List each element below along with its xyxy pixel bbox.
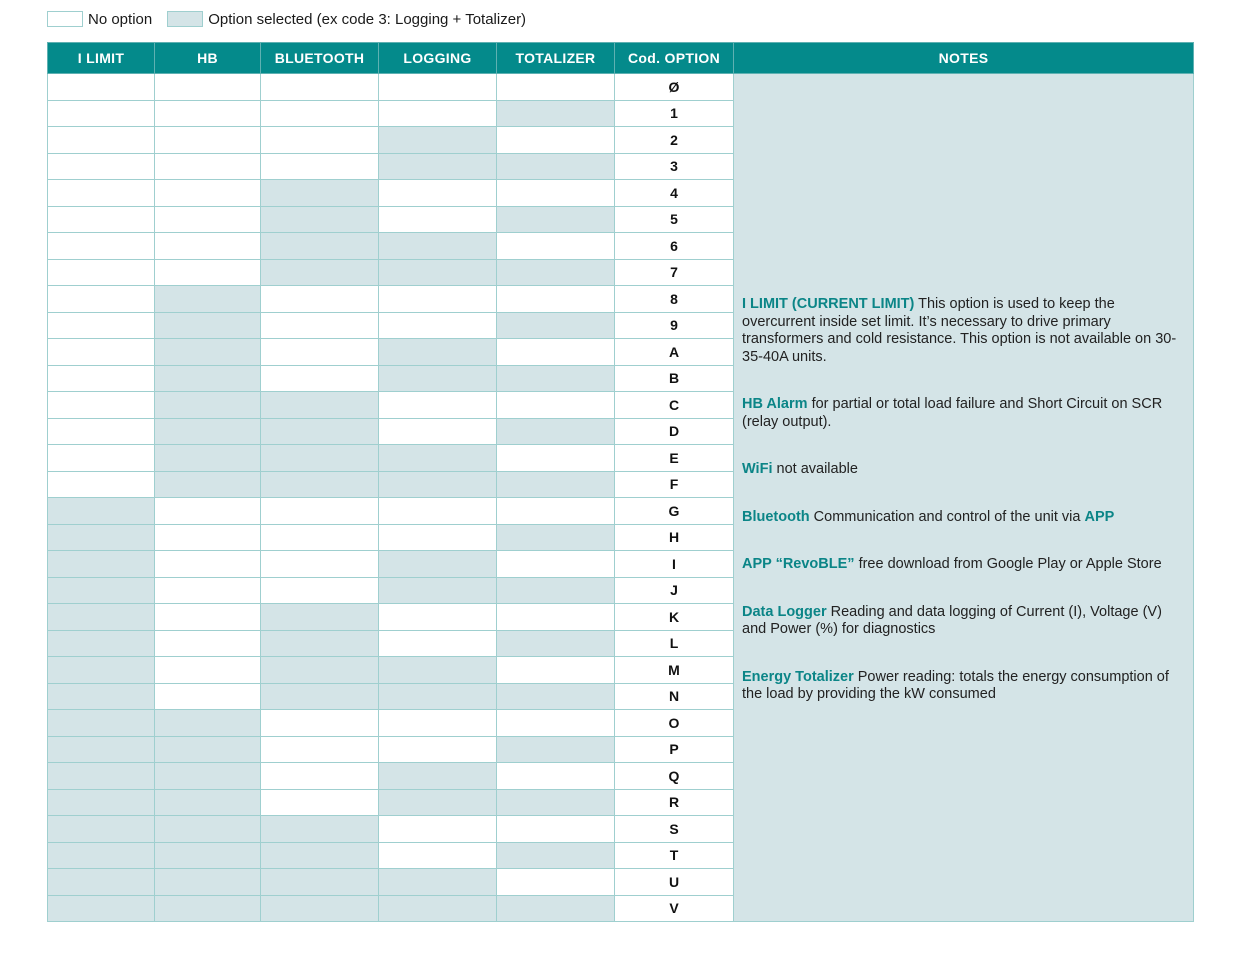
cell-i-limit-selected [48,630,155,657]
cell-totalizer-selected [497,683,615,710]
cell-i-limit-empty [48,445,155,472]
cell-totalizer-selected [497,789,615,816]
cell-hb-selected [155,286,261,313]
cell-bluetooth-selected [261,816,379,843]
cell-i-limit-selected [48,710,155,737]
cell-hb-empty [155,259,261,286]
cell-logging-selected [379,577,497,604]
cell-bluetooth-empty [261,339,379,366]
note-text: Power reading: totals the energy consumption of the load by providing the kW consumed [742,668,1173,702]
option-code-cell: F [615,471,734,498]
cell-logging-empty [379,206,497,233]
cell-hb-empty [155,630,261,657]
cell-bluetooth-empty [261,153,379,180]
cell-bluetooth-empty [261,286,379,313]
col-header-logging: LOGGING [379,43,497,74]
cell-bluetooth-empty [261,524,379,551]
cell-i-limit-empty [48,286,155,313]
note-text: Reading and data logging of Current (I), Voltage (V) and Power (%) for diagnostics [742,603,1166,637]
cell-hb-empty [155,233,261,260]
cell-logging-selected [379,127,497,154]
cell-hb-selected [155,445,261,472]
option-code-cell: 8 [615,286,734,313]
cell-hb-empty [155,604,261,631]
cell-totalizer-empty [497,816,615,843]
option-code-cell: Q [615,763,734,790]
note-text: Communication and control of the unit via [809,508,1085,525]
option-code-cell: Ø [615,74,734,101]
cell-totalizer-empty [497,445,615,472]
cell-hb-selected [155,842,261,869]
cell-i-limit-empty [48,312,155,339]
cell-logging-empty [379,710,497,737]
note-term: Energy Totalizer [742,668,854,685]
cell-bluetooth-selected [261,471,379,498]
option-code-cell: A [615,339,734,366]
legend-selected-label: Option selected (ex code 3: Logging + Totalizer) [208,10,527,28]
cell-i-limit-empty [48,392,155,419]
cell-totalizer-selected [497,842,615,869]
cell-i-limit-empty [48,180,155,207]
cell-totalizer-selected [497,418,615,445]
note-term: WiFi [742,461,773,477]
cell-totalizer-selected [497,365,615,392]
cell-i-limit-empty [48,74,155,101]
cell-totalizer-selected [497,895,615,922]
cell-bluetooth-empty [261,710,379,737]
cell-bluetooth-selected [261,180,379,207]
cell-hb-empty [155,551,261,578]
cell-totalizer-empty [497,604,615,631]
cell-totalizer-empty [497,233,615,260]
option-code-cell: T [615,842,734,869]
cell-logging-empty [379,816,497,843]
option-code-cell: 5 [615,206,734,233]
option-code-cell: S [615,816,734,843]
cell-bluetooth-empty [261,789,379,816]
cell-totalizer-selected [497,630,615,657]
cell-hb-empty [155,577,261,604]
cell-hb-selected [155,895,261,922]
cell-hb-selected [155,418,261,445]
col-header-hb: HB [155,43,261,74]
cell-bluetooth-empty [261,74,379,101]
option-code-cell: V [615,895,734,922]
cell-i-limit-empty [48,153,155,180]
cell-hb-empty [155,100,261,127]
cell-hb-empty [155,180,261,207]
col-header-bluetooth: BLUETOOTH [261,43,379,74]
option-code-cell: 9 [615,312,734,339]
cell-hb-selected [155,339,261,366]
option-code-cell: 3 [615,153,734,180]
option-code-cell: H [615,524,734,551]
cell-bluetooth-selected [261,392,379,419]
table-row [48,74,1194,101]
note-text: not available [772,461,858,477]
option-code-cell: N [615,683,734,710]
cell-bluetooth-empty [261,312,379,339]
cell-logging-selected [379,869,497,896]
cell-logging-selected [379,763,497,790]
note-term-app: APP [1084,508,1115,525]
cell-totalizer-selected [497,577,615,604]
table-header-row [48,43,1194,74]
cell-bluetooth-selected [261,895,379,922]
col-header-i-limit: I LIMIT [48,43,155,74]
cell-bluetooth-empty [261,498,379,525]
cell-hb-empty [155,127,261,154]
cell-i-limit-selected [48,524,155,551]
cell-totalizer-empty [497,498,615,525]
cell-totalizer-selected [497,206,615,233]
option-code-cell: 1 [615,100,734,127]
cell-hb-empty [155,657,261,684]
option-code-cell: J [615,577,734,604]
note-paragraph [742,461,1185,479]
cell-hb-selected [155,312,261,339]
cell-hb-selected [155,763,261,790]
cell-hb-empty [155,74,261,101]
cell-hb-selected [155,736,261,763]
cell-logging-selected [379,233,497,260]
cell-logging-empty [379,180,497,207]
cell-totalizer-selected [497,524,615,551]
cell-logging-selected [379,445,497,472]
option-code-cell: R [615,789,734,816]
cell-i-limit-empty [48,259,155,286]
cell-bluetooth-selected [261,418,379,445]
cell-bluetooth-selected [261,604,379,631]
cell-totalizer-selected [497,100,615,127]
cell-i-limit-empty [48,471,155,498]
cell-i-limit-selected [48,657,155,684]
cell-hb-empty [155,153,261,180]
cell-logging-selected [379,259,497,286]
cell-totalizer-selected [497,259,615,286]
cell-logging-selected [379,153,497,180]
cell-logging-empty [379,736,497,763]
cell-i-limit-selected [48,604,155,631]
cell-hb-selected [155,869,261,896]
note-text: free download from Google Play or Apple Store [854,556,1162,572]
cell-bluetooth-selected [261,259,379,286]
cell-totalizer-selected [497,736,615,763]
cell-i-limit-empty [48,100,155,127]
cell-totalizer-empty [497,869,615,896]
cell-bluetooth-empty [261,577,379,604]
cell-logging-empty [379,604,497,631]
cell-logging-selected [379,789,497,816]
cell-totalizer-empty [497,710,615,737]
cell-logging-selected [379,657,497,684]
cell-i-limit-selected [48,763,155,790]
col-header-notes: NOTES [734,43,1194,74]
note-paragraph [742,396,1185,431]
cell-i-limit-selected [48,683,155,710]
cell-logging-empty [379,100,497,127]
cell-logging-selected [379,551,497,578]
cell-totalizer-empty [497,339,615,366]
note-paragraph [742,669,1185,704]
legend [47,9,526,29]
cell-totalizer-selected [497,153,615,180]
cell-totalizer-selected [497,471,615,498]
cell-bluetooth-empty [261,365,379,392]
cell-hb-empty [155,206,261,233]
option-code-cell: U [615,869,734,896]
cell-logging-selected [379,895,497,922]
option-code-cell: 6 [615,233,734,260]
cell-i-limit-selected [48,789,155,816]
cell-totalizer-empty [497,286,615,313]
cell-totalizer-selected [497,312,615,339]
option-code-cell: P [615,736,734,763]
cell-i-limit-selected [48,816,155,843]
notes-cell [734,74,1194,922]
cell-logging-empty [379,842,497,869]
cell-totalizer-empty [497,180,615,207]
cell-logging-empty [379,392,497,419]
cell-bluetooth-selected [261,683,379,710]
note-term: Data Logger [742,603,827,620]
option-code-cell: C [615,392,734,419]
cell-logging-empty [379,630,497,657]
option-code-cell: 7 [615,259,734,286]
cell-totalizer-empty [497,74,615,101]
cell-i-limit-selected [48,842,155,869]
cell-bluetooth-empty [261,127,379,154]
cell-logging-selected [379,339,497,366]
cell-hb-empty [155,498,261,525]
cell-totalizer-empty [497,763,615,790]
cell-bluetooth-selected [261,869,379,896]
option-code-cell: O [615,710,734,737]
cell-hb-empty [155,683,261,710]
cell-hb-selected [155,471,261,498]
cell-logging-selected [379,683,497,710]
cell-bluetooth-selected [261,445,379,472]
option-code-cell: E [615,445,734,472]
cell-logging-selected [379,365,497,392]
note-paragraph [742,604,1185,639]
option-code-cell: 2 [615,127,734,154]
col-header-totalizer: TOTALIZER [497,43,615,74]
note-term: Bluetooth [742,508,810,525]
legend-no-option-label: No option [88,10,153,28]
notes-body [742,74,1185,704]
option-code-cell: 4 [615,180,734,207]
cell-totalizer-empty [497,657,615,684]
cell-hb-selected [155,816,261,843]
option-code-cell: G [615,498,734,525]
cell-i-limit-selected [48,551,155,578]
cell-hb-selected [155,392,261,419]
option-code-cell: B [615,365,734,392]
cell-i-limit-selected [48,869,155,896]
cell-logging-empty [379,498,497,525]
option-code-cell: M [615,657,734,684]
option-code-cell: L [615,630,734,657]
cell-hb-selected [155,789,261,816]
cell-logging-empty [379,312,497,339]
cell-bluetooth-empty [261,551,379,578]
option-code-table [47,42,1194,922]
cell-bluetooth-selected [261,657,379,684]
note-term: I LIMIT (CURRENT LIMIT) [742,296,915,312]
note-paragraph [742,296,1185,366]
cell-i-limit-selected [48,577,155,604]
cell-i-limit-empty [48,365,155,392]
note-term: APP “RevoBLE” [742,556,855,572]
cell-i-limit-selected [48,736,155,763]
cell-logging-empty [379,418,497,445]
note-term: HB Alarm [742,396,808,412]
cell-i-limit-empty [48,233,155,260]
col-header-code-option: Cod. OPTION [615,43,734,74]
cell-i-limit-empty [48,206,155,233]
cell-bluetooth-selected [261,206,379,233]
cell-logging-selected [379,471,497,498]
cell-bluetooth-empty [261,736,379,763]
table-body [48,74,1194,922]
cell-logging-empty [379,74,497,101]
cell-totalizer-empty [497,127,615,154]
cell-totalizer-empty [497,551,615,578]
note-paragraph [742,556,1185,574]
cell-i-limit-selected [48,498,155,525]
cell-i-limit-empty [48,418,155,445]
cell-hb-selected [155,365,261,392]
cell-hb-empty [155,524,261,551]
option-code-cell: K [615,604,734,631]
legend-no-option-swatch [47,11,83,27]
cell-bluetooth-selected [261,842,379,869]
cell-i-limit-empty [48,339,155,366]
note-paragraph [742,509,1185,527]
option-code-cell: D [615,418,734,445]
cell-totalizer-empty [497,392,615,419]
cell-logging-empty [379,286,497,313]
cell-logging-empty [379,524,497,551]
cell-hb-selected [155,710,261,737]
cell-bluetooth-empty [261,763,379,790]
note-text: This option is used to keep the overcurrent inside set limit. It’s necessary to drive primary transformers and cold resistance. This option is not available on 30-35-40A units. [742,296,1177,365]
cell-bluetooth-empty [261,100,379,127]
cell-i-limit-empty [48,127,155,154]
legend-selected-swatch [167,11,203,27]
cell-bluetooth-selected [261,630,379,657]
cell-bluetooth-selected [261,233,379,260]
cell-i-limit-selected [48,895,155,922]
note-text: for partial or total load failure and Short Circuit on SCR (relay output). [742,396,1167,430]
option-code-cell: I [615,551,734,578]
